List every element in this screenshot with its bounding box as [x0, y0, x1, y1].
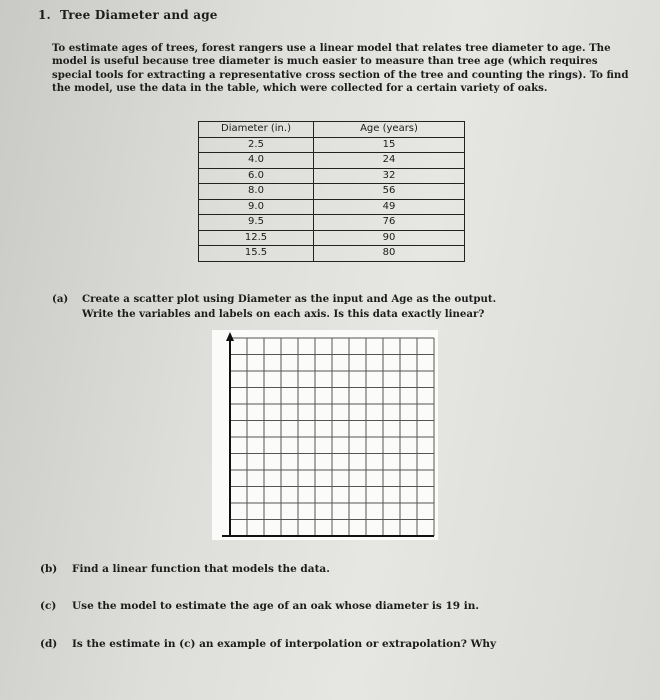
problem-title: Tree Diameter and age	[60, 8, 218, 22]
part-c-text: Use the model to estimate the age of an oak whose diameter is 19 in.	[72, 600, 480, 612]
diameter-cell: 2.5	[199, 137, 314, 153]
intro-paragraph: To estimate ages of trees, forest rangers use a linear model that relates tree diameter to age. The model is useful because tree diameter is much easier to measure than tree age (which requires special tools for extracting a representative cross section of the tree and counting the rings). To find the model, use the data in the table, which were collected for a certain variety of oaks.	[52, 42, 629, 95]
age-cell: 15	[314, 137, 465, 153]
problem-number: 1.	[38, 8, 51, 22]
grid-background	[212, 330, 438, 540]
age-cell: 24	[314, 153, 465, 169]
diameter-cell: 9.5	[199, 215, 314, 231]
table-row	[199, 230, 465, 246]
age-cell: 80	[314, 246, 465, 262]
diameter-cell: 8.0	[199, 184, 314, 200]
table-row	[199, 137, 465, 153]
table-row	[199, 168, 465, 184]
part-b-label: (b)	[40, 563, 58, 575]
grid-svg	[212, 330, 438, 540]
diameter-cell: 12.5	[199, 230, 314, 246]
table-row	[199, 246, 465, 262]
part-d-text: Is the estimate in (c) an example of interpolation or extrapolation? Why	[72, 638, 497, 650]
table-row	[199, 184, 465, 200]
diameter-cell: 15.5	[199, 246, 314, 262]
table-row	[199, 153, 465, 169]
part-a-line-2: Write the variables and labels on each axis. Is this data exactly linear?	[82, 307, 485, 320]
part-a-label: (a)	[52, 293, 69, 305]
age-cell: 90	[314, 230, 465, 246]
problem-heading	[38, 8, 218, 22]
table-row	[199, 215, 465, 231]
age-cell: 32	[314, 168, 465, 184]
age-cell: 76	[314, 215, 465, 231]
diameter-cell: 6.0	[199, 168, 314, 184]
table-row	[199, 199, 465, 215]
part-b	[40, 563, 330, 575]
part-c	[40, 600, 479, 612]
part-a-line-1: Create a scatter plot using Diameter as the input and Age as the output.	[82, 293, 497, 305]
age-cell: 49	[314, 199, 465, 215]
part-c-label: (c)	[40, 600, 57, 612]
diameter-cell: 4.0	[199, 153, 314, 169]
age-cell: 56	[314, 184, 465, 200]
part-a	[52, 292, 496, 321]
table-header-row	[199, 122, 465, 138]
column-header-diameter: Diameter (in.)	[199, 122, 314, 138]
data-table	[198, 121, 465, 262]
diameter-cell: 9.0	[199, 199, 314, 215]
part-d-label: (d)	[40, 638, 58, 650]
part-b-text: Find a linear function that models the data.	[72, 563, 330, 575]
part-d	[40, 638, 496, 650]
column-header-age: Age (years)	[314, 122, 465, 138]
blank-graph-grid	[212, 330, 438, 540]
